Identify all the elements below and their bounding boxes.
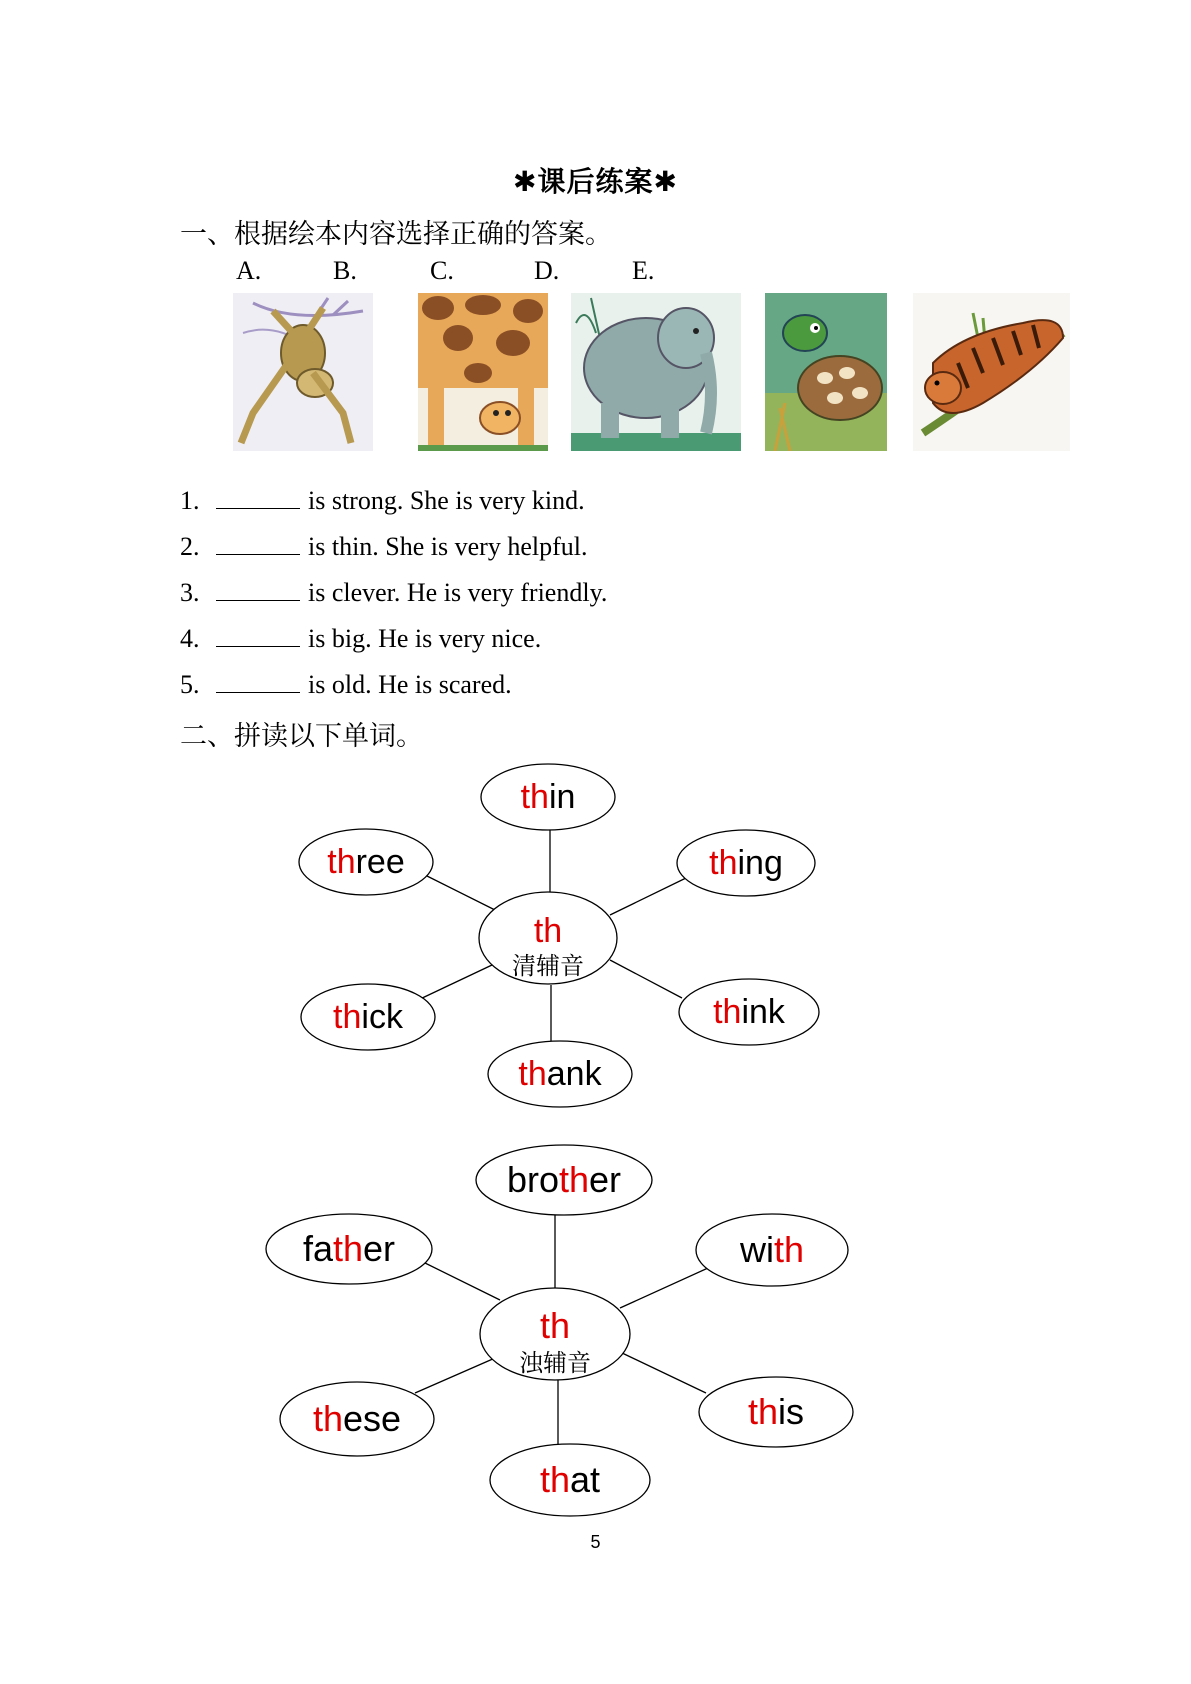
question-number: 2. [180,532,200,561]
option-e: E. [632,256,655,285]
word-brother: brother [506,1159,622,1200]
center-sub-2: 浊辅音 [519,1350,591,1377]
word-thick: thick [333,998,403,1036]
question-number: 5. [180,670,200,699]
question-text: is old. He is scared. [308,670,512,699]
word-that: that [539,1459,601,1500]
word-these: these [312,1398,402,1439]
option-d: D. [534,256,560,285]
option-a: A. [236,256,262,285]
center-th-2: th [539,1305,571,1346]
section-2-heading: 二、拼读以下单词。 [180,721,423,752]
question-text: is strong. She is very kind. [308,486,585,515]
question-text: is big. He is very nice. [308,624,542,653]
word-thin: thin [520,778,576,816]
option-c: C. [430,256,454,285]
question-number: 1. [180,486,200,515]
word-this: this [747,1391,805,1432]
question-number: 3. [180,578,200,607]
word-thank: thank [518,1055,602,1093]
question-text: is thin. She is very helpful. [308,532,588,561]
question-number: 4. [180,624,200,653]
option-b: B. [333,256,357,285]
word-thing: thing [709,844,783,882]
center-th-1: th [533,912,563,950]
section-1-heading: 一、根据绘本内容选择正确的答案。 [180,219,612,250]
center-sub-1: 清辅音 [512,953,584,980]
word-think: think [713,993,785,1031]
page-number: 5 [590,1532,601,1552]
word-three: three [327,843,405,881]
word-with: with [739,1229,805,1270]
word-father: father [302,1228,396,1269]
page-title: ✱课后练案✱ [513,165,678,198]
question-text: is clever. He is very friendly. [308,578,608,607]
